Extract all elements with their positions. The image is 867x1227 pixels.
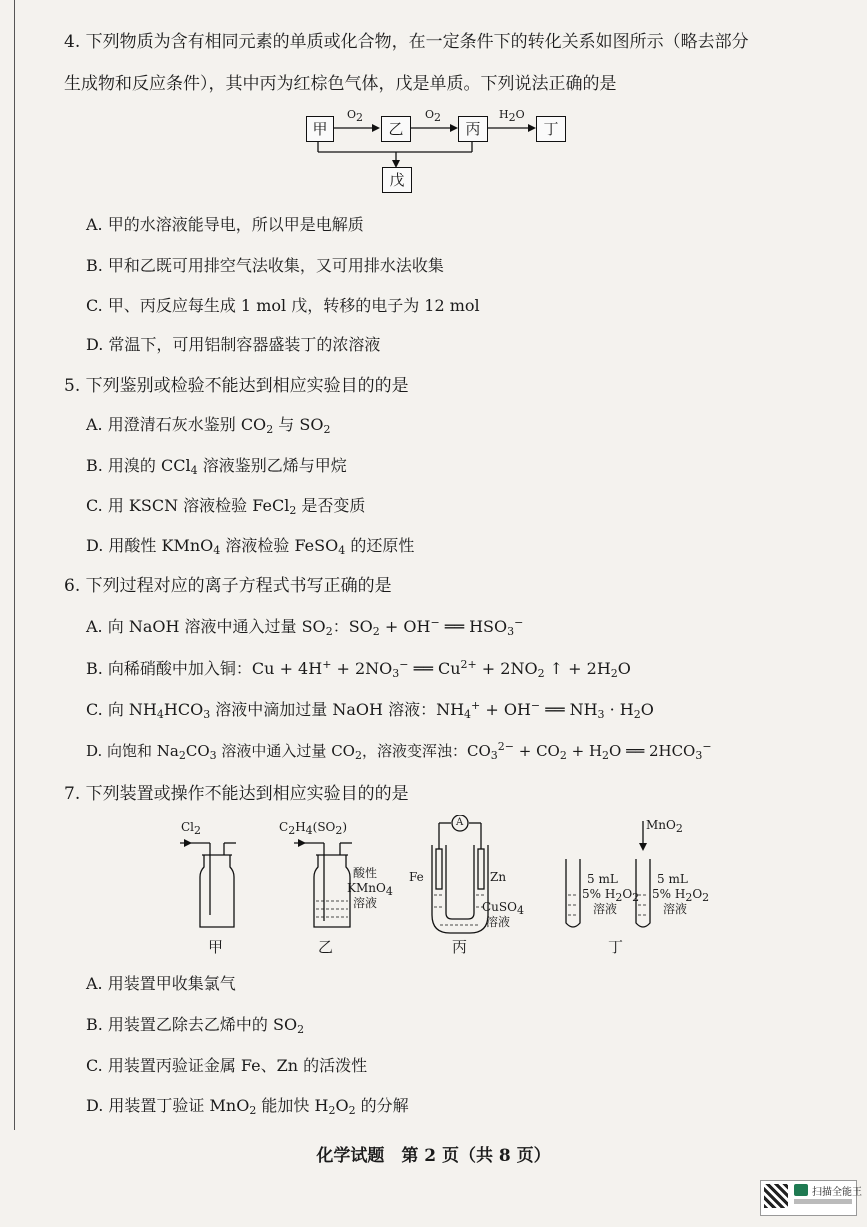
q6-option-a: A. 向 NaOH 溶液中通入过量 $SO_2$：$SO_2 + OH^-$ ══ $HSO_3^-$	[86, 616, 524, 638]
diagram-label-h2o: $H_2O$	[499, 108, 525, 124]
q7-stem: 7. 下列装置或操作不能达到相应实验目的的是	[64, 784, 409, 804]
label-bing-solution: 溶液	[486, 915, 511, 929]
q6-option-d: D. 向饱和 $Na_2CO_3$ 溶液中通入过量 $CO_2$，溶液变浑浊：$CO_3^{2-} + CO_2 + H_2O$ ══ $2HCO_3^-$	[86, 740, 712, 762]
label-ding-h2o2-1: 5% $H_2O_2$	[582, 887, 640, 904]
q6-stem: 6. 下列过程对应的离子方程式书写正确的是	[64, 576, 392, 596]
q6-option-c: C. 向 $NH_4HCO_3$ 溶液中滴加过量 NaOH 溶液：$NH_4^+ + OH^-$ ══ $NH_3 \cdot H_2O$	[86, 699, 654, 721]
label-ammeter: A	[456, 817, 464, 828]
q4-option-d: D. 常温下，可用铝制容器盛装丁的浓溶液	[86, 335, 381, 354]
diagram-box-ding: 丁	[536, 116, 566, 142]
label-ding-h2o2-2: 5% $H_2O_2$	[652, 887, 710, 904]
scanner-stamp-text: 扫描全能王	[812, 1187, 862, 1198]
qr-code-icon	[764, 1184, 788, 1208]
label-mno2: MnO$_2$	[646, 818, 683, 835]
q4-stem-line1: 4. 下列物质为含有相同元素的单质或化合物，在一定条件下的转化关系如图所示（略去部分	[64, 32, 749, 52]
label-yi-kmno4: KMnO$_4$	[347, 881, 393, 898]
diagram-box-yi: 乙	[381, 116, 411, 142]
q5-option-b: B. 用溴的 CCl$_4$ 溶液鉴别乙烯与甲烷	[86, 456, 347, 477]
label-ding-volume-1: 5 mL	[587, 872, 618, 886]
label-ding-volume-2: 5 mL	[657, 872, 688, 886]
q5-option-c: C. 用 KSCN 溶液检验 FeCl$_2$ 是否变质	[86, 496, 366, 517]
q5-option-a: A. 用澄清石灰水鉴别 $CO_2$ 与 $SO_2$	[86, 415, 331, 436]
scanner-logo-icon	[794, 1184, 808, 1196]
q6-option-b: B. 向稀硝酸中加入铜：$Cu + 4H^+ + 2NO_3^-$ ══ $Cu^{2+} + 2NO_2$ ↑ + $2H_2O$	[86, 658, 631, 680]
page-footer: 化学试题 第 2 页（共 8 页）	[316, 1146, 551, 1166]
apparatus-name-bing: 丙	[452, 938, 468, 956]
diagram-label-o2-second: $O_2$	[425, 108, 442, 124]
q7-apparatus-drawing	[170, 815, 730, 935]
apparatus-name-ding: 丁	[608, 938, 624, 956]
label-cuso4: CuSO$_4$	[482, 900, 524, 917]
q5-option-d: D. 用酸性 KMnO$_4$ 溶液检验 FeSO$_4$ 的还原性	[86, 536, 415, 557]
q7-option-d: D. 用装置丁验证 MnO$_2$ 能加快 $H_2O_2$ 的分解	[86, 1096, 409, 1117]
q5-stem: 5. 下列鉴别或检验不能达到相应实验目的的是	[64, 376, 409, 396]
diagram-box-wu: 戊	[382, 167, 412, 193]
q7-option-b: B. 用装置乙除去乙烯中的 $SO_2$	[86, 1015, 305, 1036]
label-ding-solution-2: 溶液	[663, 902, 688, 916]
diagram-box-jia: 甲	[306, 116, 334, 142]
page-left-border	[14, 0, 15, 1130]
label-yi-acidic: 酸性	[353, 866, 378, 880]
apparatus-name-yi: 乙	[318, 938, 334, 956]
scanner-stamp-subline	[794, 1199, 852, 1204]
label-fe: Fe	[409, 870, 424, 884]
label-cl2: $Cl_2$	[181, 820, 202, 837]
diagram-box-bing: 丙	[458, 116, 488, 142]
q4-option-a: A. 甲的水溶液能导电，所以甲是电解质	[86, 215, 364, 234]
q7-option-c: C. 用装置丙验证金属 Fe、Zn 的活泼性	[86, 1056, 368, 1075]
q4-stem-line2: 生成物和反应条件），其中丙为红棕色气体，戊是单质。下列说法正确的是	[64, 74, 617, 94]
q7-option-a: A. 用装置甲收集氯气	[86, 974, 236, 993]
label-ding-solution-1: 溶液	[593, 902, 618, 916]
label-yi-solution: 溶液	[353, 896, 378, 910]
label-zn: Zn	[490, 870, 507, 884]
q4-option-c: C. 甲、丙反应每生成 1 mol 戊，转移的电子为 12 mol	[86, 296, 480, 315]
q4-option-b: B. 甲和乙既可用排空气法收集，又可用排水法收集	[86, 256, 444, 275]
label-c2h4-so2: $C_2H_4(SO_2)$	[279, 820, 348, 837]
diagram-label-o2-first: $O_2$	[347, 108, 364, 124]
apparatus-name-jia: 甲	[208, 938, 224, 956]
